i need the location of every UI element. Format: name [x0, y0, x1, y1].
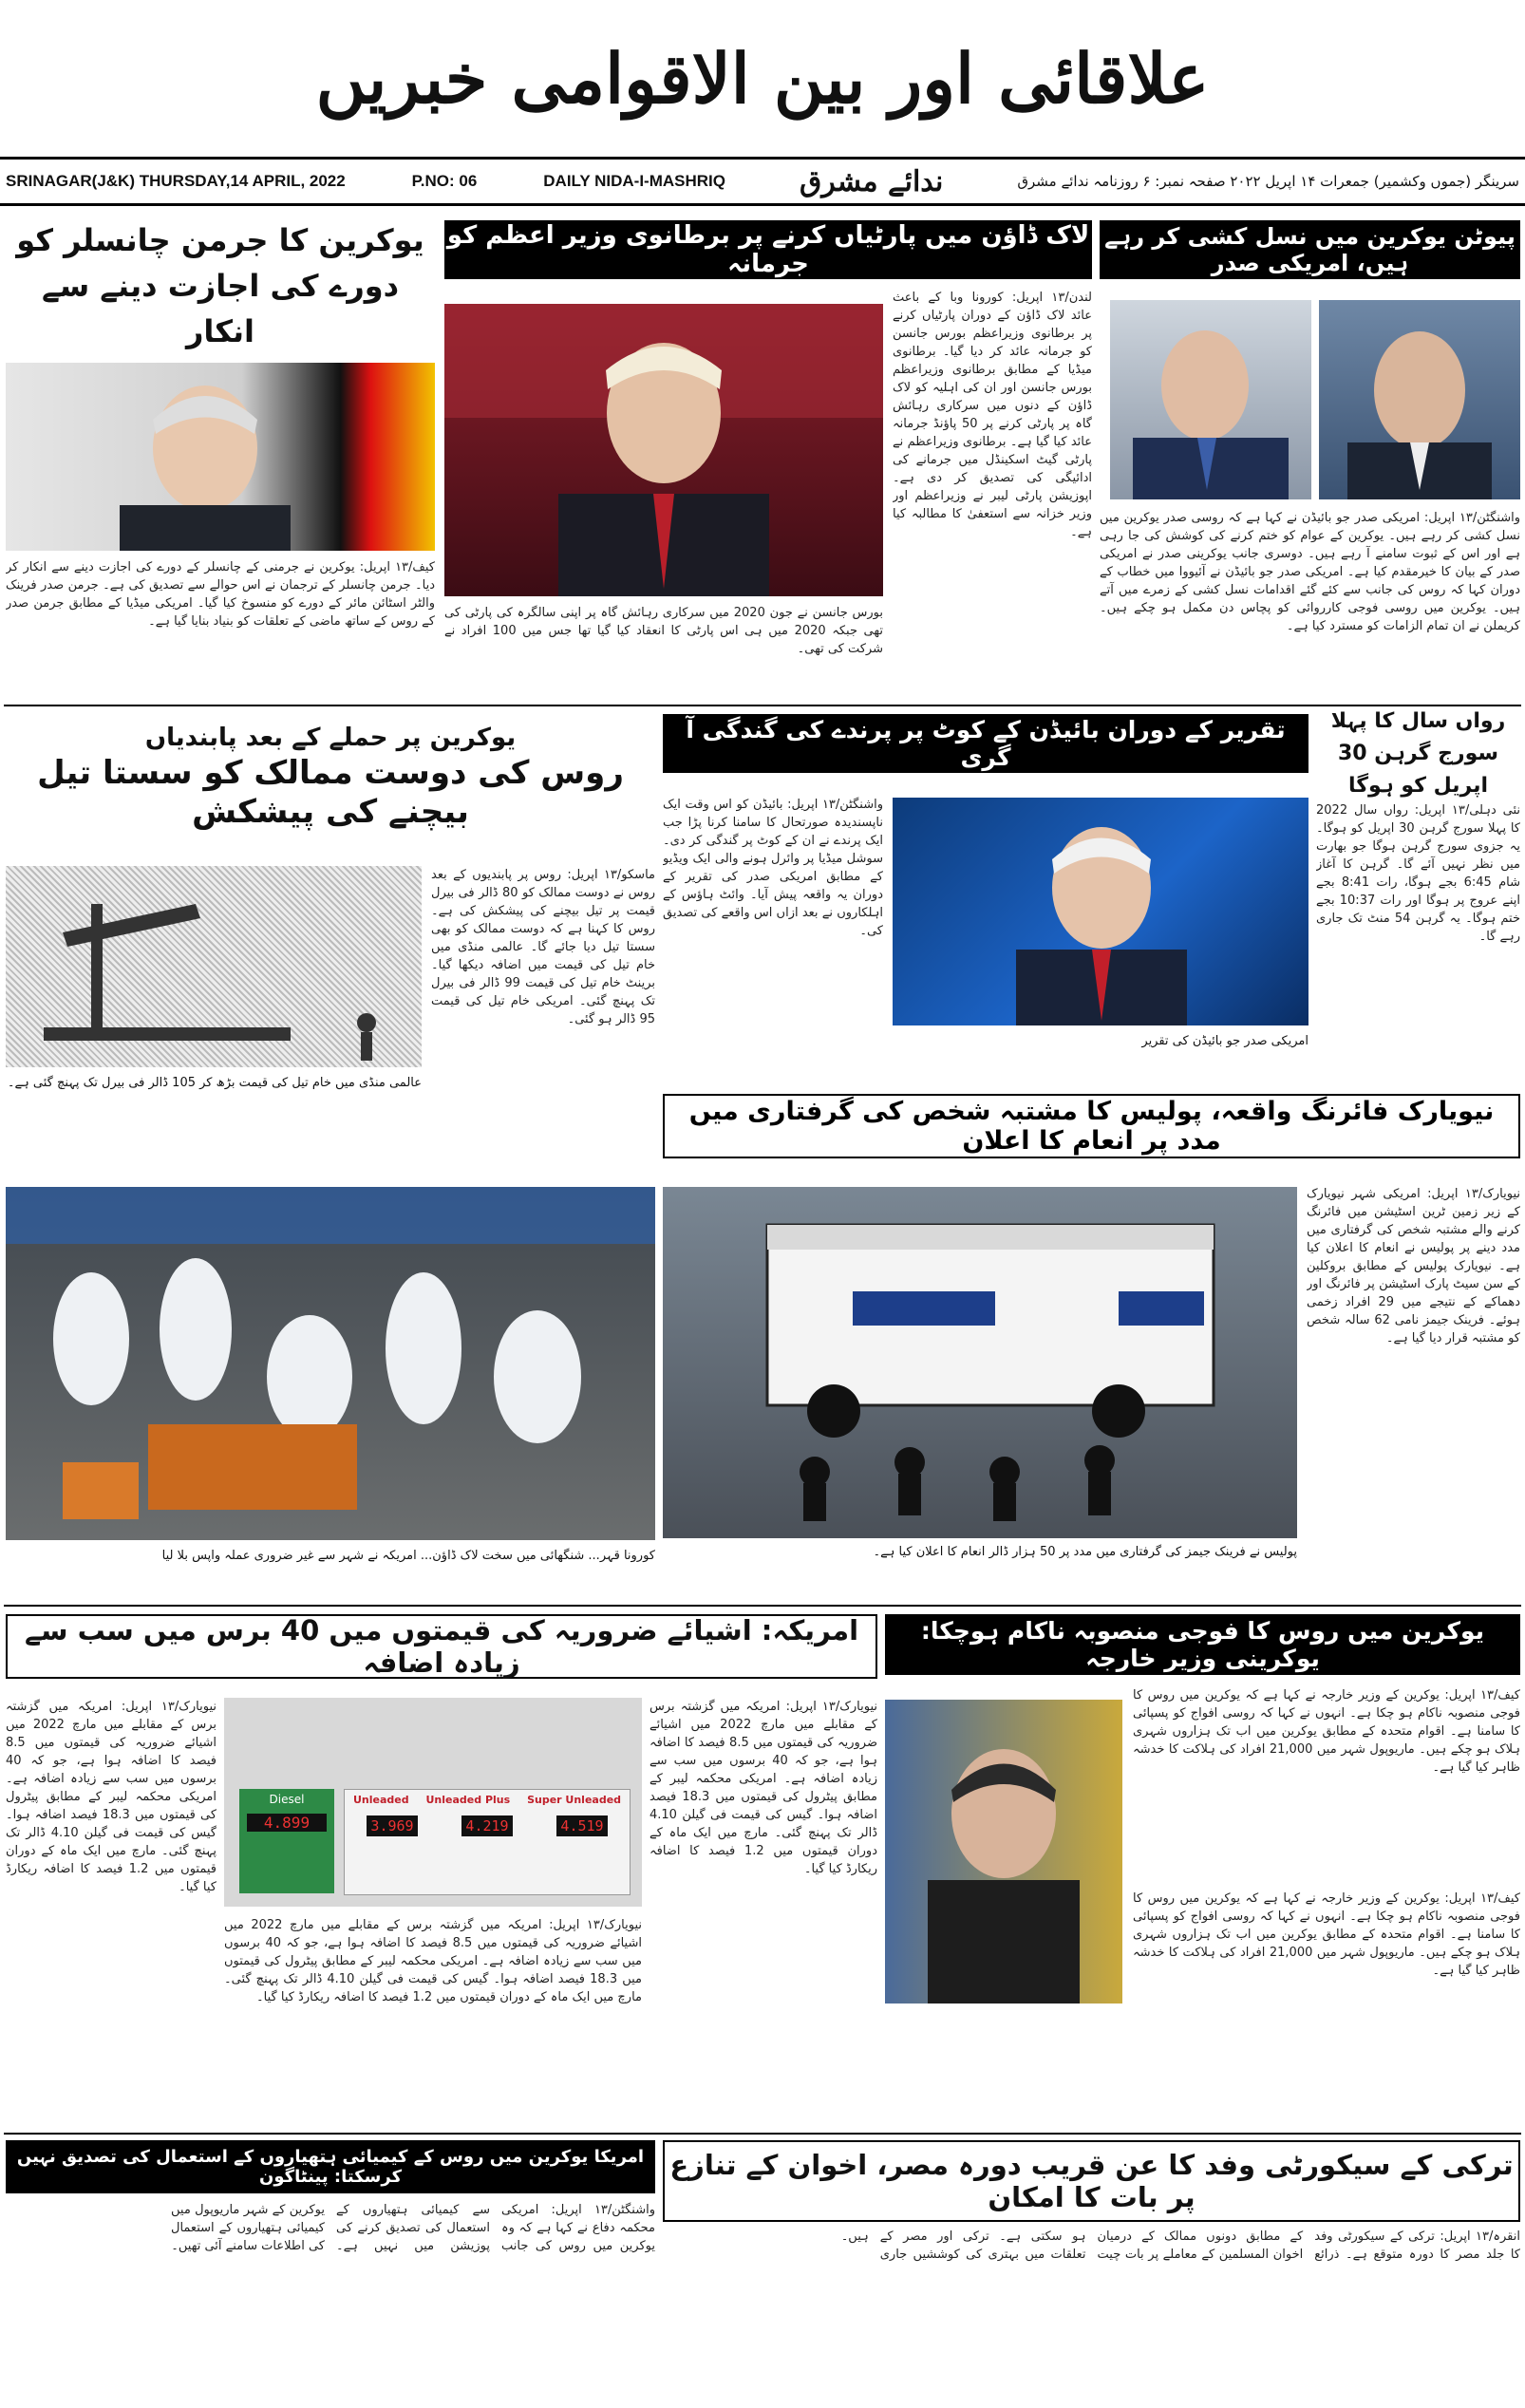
portrait-illustration	[6, 363, 435, 551]
story-body: واشنگٹن/۱۳ اپریل: امریکی صدر جو بائیڈن نے کہا ہے کہ روسی صدر یوکرین میں نسل کشی کر رہے ہیں۔ یوکرین کے عوام کو ختم کرنے کی کوشش کی جا رہی ہے اور اس کے ثبوت سامنے آ رہے ہیں۔ دوسری جانب یوکرینی صدر نے امریکی صدر کے بیان کا خیرمقدم کیا ہے۔ امریکی صدر جو بائیڈن نے آئیووا میں خطاب کے دوران کہا کہ روس کی جانب سے کئے گئے اقدامات نسل کشی کے زمرے میں آتے ہیں۔ یوکرین میں روسی فوجی کارروائی کو پچاس دن مکمل ہو چکے ہیں۔ کریملن نے ان تمام الزامات کو مسترد کیا ہے۔	[1100, 511, 1520, 633]
story-putin	[1100, 220, 1520, 695]
pump-label: Diesel	[269, 1793, 305, 1806]
story-body-2: نیویارک/۱۳ اپریل: امریکہ میں گزشتہ برس کے مقابلے میں مارچ 2022 میں اشیائے ضروریہ کی قیمتوں میں 8.5 فیصد کا اضافہ ہوا ہے، جو کہ 40 برسوں میں سب سے زیادہ اضافہ ہے۔ امریکی محکمہ لیبر کے مطابق پیٹرول کی قیمتوں میں 18.3 فیصد اضافہ ہوا۔ گیس کی قیمت فی گیلن 4.10 ڈالر تک پہنچ گئی۔ مارچ میں ایک ماہ کے دوران قیمتوں میں 1.2 فیصد کا اضافہ ریکارڈ کیا گیا۔	[6, 1700, 217, 1894]
story-germany	[6, 220, 435, 695]
page-number: P.NO: 06	[411, 172, 478, 190]
photo-caption: امریکی صدر جو بائیڈن کی تقریر	[1141, 1034, 1308, 1048]
photo-nypd-truck	[663, 1187, 1297, 1538]
paper-logo: ندائے مشرق	[799, 164, 944, 198]
story-body-2: کیف/۱۳ اپریل: یوکرین کے وزیر خارجہ نے کہا ہے کہ یوکرین میں روس کا فوجی منصوبہ ناکام ہو چکا ہے۔ انہوں نے کہا کہ روسی افواج کو پسپائی کا سامنا ہے۔ اقوام متحدہ کے مطابق یوکرین میں اب تک ہزاروں شہری ہلاک ہو چکے ہیں۔ ماریوپول شہر میں 21,000 افراد کی ہلاکت کا خدشہ ظاہر کیا گیا ہے۔	[1133, 1891, 1520, 1978]
masthead	[0, 0, 1525, 157]
headline: روس کی دوست ممالک کو سستا تیل بیچنے کی پیشکش	[37, 753, 624, 831]
photo-putin	[1319, 300, 1520, 499]
pump-price: 3.969	[367, 1815, 417, 1836]
story-body: کیف/۱۳ اپریل: یوکرین نے جرمنی کے چانسلر کے دورے کی اجازت دینے سے انکار کر دیا۔ جرمن چانسلر کے ترجمان نے اس حوالے سے تصدیق کی ہے۔ جرمن صدر فرینک والٹر اسٹائن مائر کے دورے کو منسوخ کیا گیا۔ امریکی میڈیا کے مطابق جرمن صدر کے روس کے ساتھ ماضی کے تعلقات کو بنیاد بنایا گیا ہے۔	[6, 560, 435, 629]
headline: لاک ڈاؤن میں پارٹیاں کرنے پر برطانوی وزیر اعظم کو جرمانہ	[444, 220, 1092, 279]
pump-price: 4.219	[461, 1815, 512, 1836]
photo-boris-johnson	[444, 304, 883, 596]
headline: نیویارک فائرنگ واقعہ، پولیس کا مشتبہ شخص کی گرفتاری میں مدد پر انعام کا اعلان	[663, 1094, 1520, 1158]
headline: ترکی کے سیکورٹی وفد کا عن قریب دورہ مصر، اخوان کے تنازع پر بات کا امکان	[663, 2140, 1520, 2222]
portrait-illustration	[1319, 300, 1520, 499]
story-russia-oil	[6, 714, 655, 1177]
headline: امریکہ: اشیائے ضروریہ کی قیمتوں میں 40 برس میں سب سے زیادہ اضافہ	[6, 1614, 877, 1679]
story-body: واشنگٹن/۱۳ اپریل: بائیڈن کو اس وقت ایک ناپسندیدہ صورتحال کا سامنا کرنا پڑا جب ایک پرندے نے ان کے کوٹ پر گندگی کر دی۔ سوشل میڈیا پر وائرل ہونے والی ایک ویڈیو کے مطابق امریکی صدر کی تقریر کے دوران یہ واقعہ پیش آیا۔ وائٹ ہاؤس کے اہلکاروں نے بعد ازاں اس واقعے کی تصدیق کی۔	[663, 798, 883, 938]
pump-diesel-panel	[239, 1789, 334, 1893]
headline: تقریر کے دوران بائیڈن کے کوٹ پر پرندے کی گندگی آ گری	[663, 714, 1308, 773]
portrait-illustration	[885, 1700, 1122, 2004]
portrait-illustration	[893, 798, 1308, 1025]
section-title: علاقائی اور بین الاقوامی خبریں	[315, 38, 1210, 119]
pump-unleaded-panel	[344, 1789, 631, 1895]
photo-kuleba	[885, 1700, 1122, 2004]
story-chemical-weapons	[6, 2140, 655, 2402]
headline: یوکرین میں روس کا فوجی منصوبہ ناکام ہوچکا: یوکرینی وزیر خارجہ	[885, 1614, 1520, 1675]
story-us-inflation	[6, 1614, 877, 2127]
pump-price: 4.899	[247, 1814, 327, 1832]
story-body: لندن/۱۳ اپریل: کورونا وبا کے باعث عائد لاک ڈاؤن کے دوران پارٹیاں کرنے پر برطانوی وزیراعظم بورس جانسن کو جرمانہ عائد کر دیا گیا۔ برطانوی میڈیا کے مطابق برطانوی وزیراعظم بورس جانسن اور ان کی اہلیہ کو لاک ڈاؤن کے دنوں میں سرکاری رہائش گاہ پر پارٹی کرنے پر 50 پاؤنڈ جرمانہ عائد کیا گیا ہے۔ برطانوی وزیراعظم نے پارٹی گیٹ اسکینڈل میں جرمانے کی ادائیگی کی تصدیق کر دی ہے۔ اپوزیشن پارٹی لیبر نے وزیراعظم اور وزیر خزانہ سے استعفیٰ کا مطالبہ کیا ہے۔	[893, 291, 1092, 539]
portrait-illustration	[1110, 300, 1311, 499]
headline: یوکرین کا جرمن چانسلر کو دورے کی اجازت دینے سے انکار	[16, 222, 424, 349]
story-body-3: نیویارک/۱۳ اپریل: امریکہ میں گزشتہ برس کے مقابلے میں مارچ 2022 میں اشیائے ضروریہ کی قیمتوں میں 8.5 فیصد کا اضافہ ہوا ہے، جو کہ 40 برسوں میں سب سے زیادہ اضافہ ہے۔ امریکی محکمہ لیبر کے مطابق پیٹرول کی قیمتوں میں 18.3 فیصد اضافہ ہوا۔ گیس کی قیمت فی گیلن 4.10 ڈالر تک پہنچ گئی۔ مارچ میں ایک ماہ کے دوران قیمتوں میں 1.2 فیصد کا اضافہ ریکارڈ کیا گیا۔	[224, 1918, 642, 2004]
pump-price: 4.519	[556, 1815, 607, 1836]
paper-name: DAILY NIDA-I-MASHRIQ	[543, 172, 725, 190]
photo-biden	[1110, 300, 1311, 499]
story-biden-bird	[663, 714, 1308, 1084]
oil-pump-illustration	[6, 866, 422, 1067]
photo-gas-pump	[224, 1698, 642, 1907]
divider	[4, 1605, 1521, 1607]
story-body: ماسکو/۱۳ اپریل: روس پر پابندیوں کے بعد روس نے دوست ممالک کو 80 ڈالر فی بیرل قیمت پر تیل بیچنے کی پیشکش کی ہے۔ روس کا کہنا ہے کہ دوست ممالک کو بھی سستا تیل دیا جائے گا۔ عالمی منڈی میں خام تیل کی قیمت میں اضافہ دیکھا گیا۔ برینٹ خام تیل کی قیمت 99 ڈالر فی بیرل تک پہنچ گئی۔ امریکی خام تیل کی قیمت 95 ڈالر ہو گئی۔	[431, 868, 655, 1026]
dateline-bar	[0, 157, 1525, 206]
story-shanghai-lockdown	[6, 1187, 655, 1597]
story-body: نئی دہلی/۱۳ اپریل: رواں سال 2022 کا پہلا سورج گرہن 30 اپریل کو ہوگا۔ یہ جزوی سورج گرہن ہوگا جو بھارت میں نظر نہیں آئے گا۔ گرہن کا آغاز شام 6:45 بجے ہوگا، رات 8:41 بجے اپنے عروج پر ہوگا اور رات 10:37 بجے ختم ہوگا۔ یہ گرہن 54 منٹ تک جاری رہے گا۔	[1316, 803, 1520, 944]
kicker: یوکرین پر حملے کے بعد پابندیاں	[144, 724, 517, 752]
photo-caption: کورونا قہر... شنگھائی میں سخت لاک ڈاؤن... امریکہ نے شہر سے غیر ضروری عملہ واپس بلا لیا	[161, 1549, 655, 1563]
hazmat-workers-illustration	[6, 1187, 655, 1540]
dateline-urdu: سرینگر (جموں وکشمیر) جمعرات ۱۴ اپریل ۲۰۲۲ صفحہ نمبر: ۶ روزنامہ ندائے مشرق	[1017, 173, 1519, 190]
story-body: نیویارک/۱۳ اپریل: امریکہ میں گزشتہ برس کے مقابلے میں مارچ 2022 میں اشیائے ضروریہ کی قیمتوں میں 8.5 فیصد کا اضافہ ہوا ہے، جو کہ 40 برسوں میں سب سے زیادہ اضافہ ہے۔ امریکی محکمہ لیبر کے مطابق پیٹرول کی قیمتوں میں 18.3 فیصد اضافہ ہوا۔ گیس کی قیمت فی گیلن 4.10 ڈالر تک پہنچ گئی۔ مارچ میں ایک ماہ کے دوران قیمتوں میں 1.2 فیصد کا اضافہ ریکارڈ کیا گیا۔	[650, 1700, 877, 1876]
story-kuleba	[885, 1614, 1520, 2127]
headline: رواں سال کا پہلا سورج گرہن 30 اپریل کو ہوگا	[1330, 709, 1506, 798]
divider	[4, 2133, 1521, 2135]
headline: پیوٹن یوکرین میں نسل کشی کر رہے ہیں، امریکی صدر	[1100, 220, 1520, 279]
story-uk-pm	[444, 220, 1092, 695]
police-truck-illustration	[663, 1187, 1297, 1538]
story-ny-shooting	[663, 1094, 1520, 1597]
photo-biden-speech	[893, 798, 1308, 1025]
story-body: واشنگٹن/۱۳ اپریل: امریکی محکمہ دفاع نے کہا ہے کہ وہ یوکرین میں روس کی جانب سے کیمیائی ہتھیاروں کے استعمال کی تصدیق کرنے کی پوزیشن میں نہیں ہے۔ یوکرین کے شہر ماریوپول میں کیمیائی ہتھیاروں کے استعمال کی اطلاعات سامنے آئی تھیں۔	[171, 2203, 655, 2253]
story-body: انقرہ/۱۳ اپریل: ترکی کے سیکورٹی وفد کا جلد مصر کا دورہ متوقع ہے۔ ذرائع کے مطابق دونوں ممالک کے درمیان اخوان المسلمین کے معاملے پر بات چیت ہو سکتی ہے۔ ترکی اور مصر کے تعلقات میں بہتری کی کوششیں جاری ہیں۔	[840, 2229, 1520, 2262]
headline: امریکا یوکرین میں روس کے کیمیائی ہتھیاروں کے استعمال کی تصدیق نہیں کرسکتا: پینٹاگون	[6, 2140, 655, 2193]
divider	[4, 705, 1521, 706]
dateline-english: SRINAGAR(J&K) THURSDAY,14 APRIL, 2022	[6, 172, 346, 190]
photo-caption: پولیس نے فرینک جیمز کی گرفتاری میں مدد پر 50 ہزار ڈالر انعام کا اعلان کیا ہے۔	[873, 1545, 1297, 1559]
story-body: کیف/۱۳ اپریل: یوکرین کے وزیر خارجہ نے کہا ہے کہ یوکرین میں روس کا فوجی منصوبہ ناکام ہو چکا ہے۔ انہوں نے کہا کہ روسی افواج کو پسپائی کا سامنا ہے۔ اقوام متحدہ کے مطابق یوکرین میں اب تک ہزاروں شہری ہلاک ہو چکے ہیں۔ ماریوپول شہر میں 21,000 افراد کی ہلاکت کا خدشہ ظاہر کیا گیا ہے۔	[1133, 1688, 1520, 1775]
pump-label: Super Unleaded	[527, 1794, 622, 1806]
story-body: نیویارک/۱۳ اپریل: امریکی شہر نیویارک کے زیر زمین ٹرین اسٹیشن میں فائرنگ کرنے والے مشتبہ شخص کی گرفتاری میں مدد دینے پر پولیس نے انعام کا اعلان کیا ہے۔ نیویارک پولیس کے مطابق بروکلین کے سن سیٹ پارک اسٹیشن پر فائرنگ اور دھماکے کے نتیجے میں 29 افراد زخمی ہوئے۔ فرینک جیمز نامی 62 سالہ شخص کو مشتبہ قرار دیا گیا ہے۔	[1307, 1187, 1520, 1345]
story-turkey-egypt	[663, 2140, 1520, 2402]
pump-label: Unleaded Plus	[425, 1794, 511, 1806]
photo-hazmat-workers	[6, 1187, 655, 1540]
portrait-illustration	[444, 304, 883, 596]
story-solar-eclipse	[1316, 709, 1520, 1084]
photo-caption: عالمی منڈی میں خام تیل کی قیمت بڑھ کر 105 ڈالر فی بیرل تک پہنچ گئی ہے۔	[7, 1076, 422, 1090]
pump-label: Unleaded	[352, 1794, 409, 1806]
photo-oil-pump	[6, 866, 422, 1067]
photo-steinmeier	[6, 363, 435, 551]
photo-caption: بورس جانسن نے جون 2020 میں سرکاری رہائش گاہ پر اپنی سالگرہ کی پارٹی کی تھی جبکہ 2020 میں ہی اس پارٹی کا انعقاد کیا گیا تھا جس میں 100 افراد نے شرکت کی تھی۔	[444, 606, 883, 656]
